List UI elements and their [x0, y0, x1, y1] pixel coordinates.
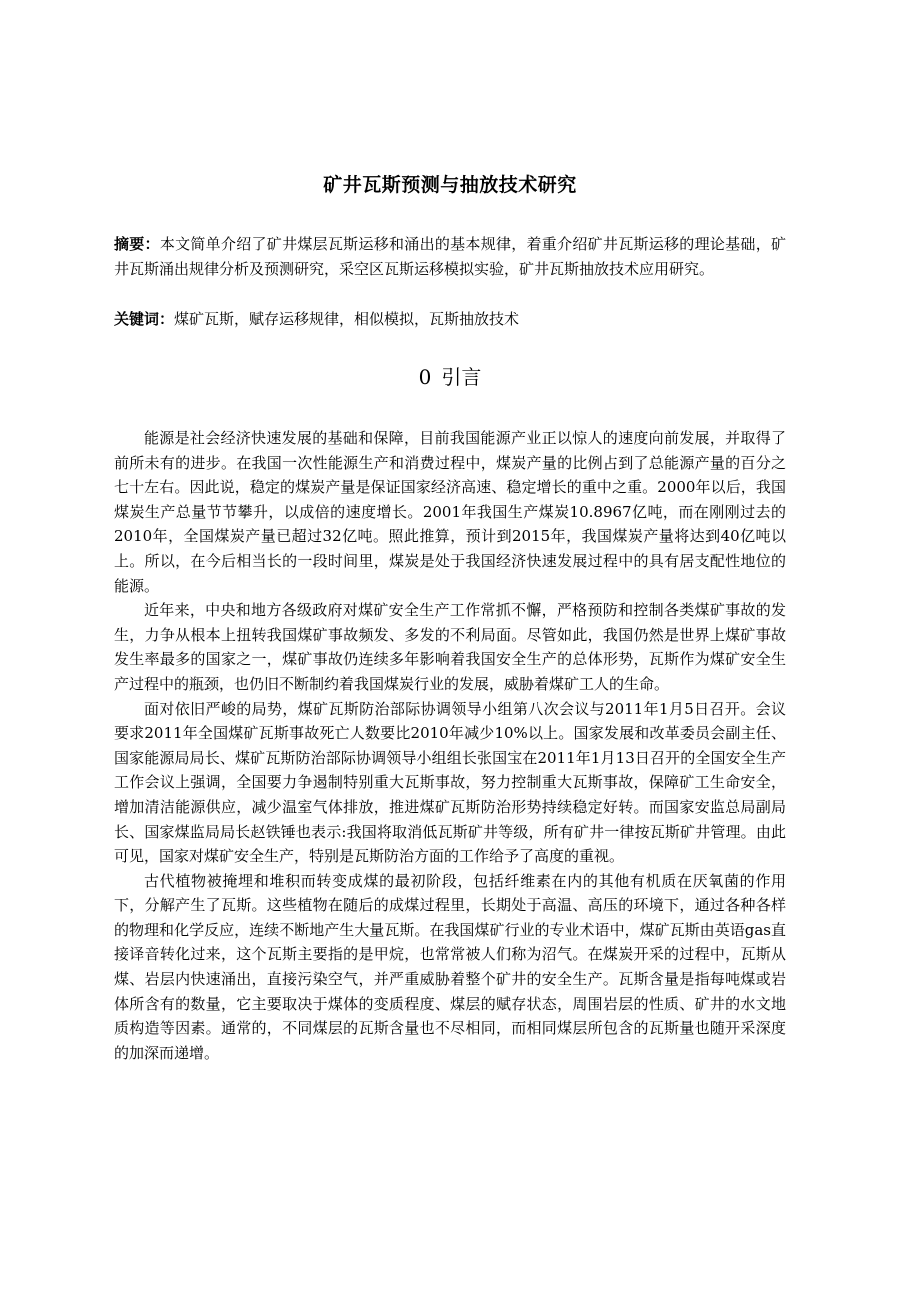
keywords-label: 关键词： — [114, 310, 175, 328]
section-title: 引言 — [441, 365, 482, 389]
body-text — [114, 426, 786, 1065]
section-number: 0 — [418, 365, 432, 389]
paragraph: 古代植物被掩埋和堆积而转变成煤的最初阶段，包括纤维素在内的其他有机质在厌氧菌的作用下，分解产生了瓦斯。这些植物在随后的成煤过程里，长期处于高温、高压的环境下，通过各种各样的物理和化学反应，连续不断地产生大量瓦斯。在我国煤矿行业的专业术语中，煤矿瓦斯由英语gas直接译音转化过来，这个瓦斯主要指的是甲烷，也常常被人们称为沼气。在煤炭开采的过程中，瓦斯从煤、岩层内快速涌出，直接污染空气，并严重威胁着整个矿井的安全生产。瓦斯含量是指每吨煤或岩体所含有的数量，它主要取决于煤体的变质程度、煤层的赋存状态，周围岩层的性质、矿井的水文地质构造等因素。通常的，不同煤层的瓦斯含量也不尽相同，而相同煤层所包含的瓦斯量也随开采深度的加深而递增。 — [114, 871, 786, 1062]
abstract-text: 本文简单介绍了矿井煤层瓦斯运移和涌出的基本规律，着重介绍矿井瓦斯运移的理论基础，矿井瓦斯涌出规律分析及预测研究，采空区瓦斯运移模拟实验，矿井瓦斯抽放技术应用研究。 — [114, 235, 786, 278]
section-heading — [114, 362, 786, 392]
document-title: 矿井瓦斯预测与抽放技术研究 — [323, 174, 577, 196]
paragraph: 能源是社会经济快速发展的基础和保障，目前我国能源产业正以惊人的速度向前发展，并取得了前所未有的进步。在我国一次性能源生产和消费过程中，煤炭产量的比例占到了总能源产量的百分之七十左右。因此说，稳定的煤炭产量是保证国家经济高速、稳定增长的重中之重。2000年以后，我国煤炭生产总量节节攀升，以成倍的速度增长。2001年我国生产煤炭10.8967亿吨，而在刚刚过去的2010年，全国煤炭产量已超过32亿吨。照此推算，预计到2015年，我国煤炭产量将达到40亿吨以上。所以，在今后相当长的一段时间里，煤炭是处于我国经济快速发展过程中的具有居支配性地位的能源。 — [114, 429, 786, 595]
abstract-label: 摘要： — [114, 235, 160, 253]
abstract — [114, 232, 786, 282]
keywords — [114, 307, 786, 332]
keywords-text: 煤矿瓦斯，赋存运移规律，相似模拟，瓦斯抽放技术 — [174, 310, 520, 328]
paragraph: 面对依旧严峻的局势，煤矿瓦斯防治部际协调领导小组第八次会议与2011年1月5日召开。会议要求2011年全国煤矿瓦斯事故死亡人数要比2010年减少10%以上。国家发展和改革委员会副主任、国家能源局局长、煤矿瓦斯防治部际协调领导小组组长张国宝在2011年1月13日召开的全国安全生产工作会议上强调，全国要力争遏制特别重大瓦斯事故，努力控制重大瓦斯事故，保障矿工生命安全，增加清洁能源供应，减少温室气体排放，推进煤矿瓦斯防治形势持续稳定好转。而国家安监总局副局长、国家煤监局局长赵铁锤也表示:我国将取消低瓦斯矿井等级，所有矿井一律按瓦斯矿井管理。由此可见，国家对煤矿安全生产，特别是瓦斯防治方面的工作给予了高度的重视。 — [114, 699, 786, 866]
paragraph: 近年来，中央和地方各级政府对煤矿安全生产工作常抓不懈，严格预防和控制各类煤矿事故的发生，力争从根本上扭转我国煤矿事故频发、多发的不利局面。尽管如此，我国仍然是世界上煤矿事故发生率最多的国家之一，煤矿事故仍连续多年影响着我国安全生产的总体形势，瓦斯作为煤矿安全生产过程中的瓶颈，也仍旧不断制约着我国煤炭行业的发展，威胁着煤矿工人的生命。 — [114, 601, 786, 693]
